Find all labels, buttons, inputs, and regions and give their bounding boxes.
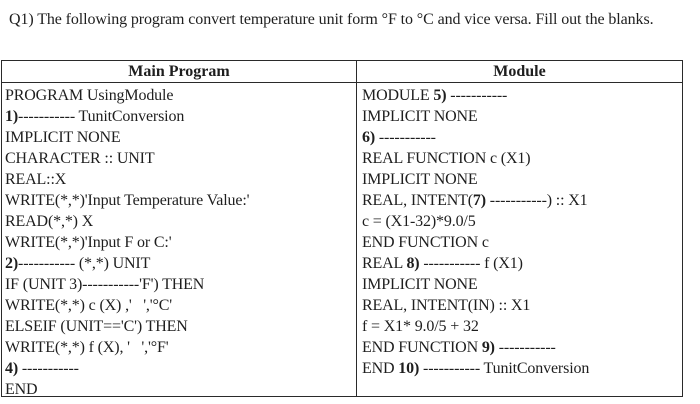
code-line: c = (X1-32)*9.0/5	[362, 213, 476, 230]
code-table	[1, 60, 683, 397]
code-line: WRITE(*,*)'Input Temperature Value:'	[5, 192, 250, 209]
code-line: 1)----------- TunitConversion	[5, 108, 185, 125]
code-line: REAL FUNCTION c (X1)	[362, 150, 531, 167]
main-program-lines	[2, 83, 356, 400]
code-line: IMPLICIT NONE	[5, 129, 121, 146]
main-program-column	[2, 61, 357, 396]
code-line: PROGRAM UsingModule	[5, 87, 174, 104]
code-line: ELSEIF (UNIT=='C') THEN	[5, 318, 188, 335]
code-line: 6) -----------	[362, 129, 436, 146]
code-line: IF (UNIT 3)-----------'F') THEN	[5, 276, 205, 293]
code-line: END FUNCTION 9) -----------	[362, 339, 556, 356]
module-column	[357, 61, 682, 396]
code-line: READ(*,*) X	[5, 213, 94, 230]
code-line: CHARACTER :: UNIT	[5, 150, 155, 167]
code-line: IMPLICIT NONE	[362, 108, 478, 125]
code-line: MODULE 5) -----------	[362, 87, 508, 104]
module-header: Module	[357, 61, 682, 83]
code-line: END FUNCTION c	[362, 234, 489, 251]
code-line: 2)----------- (*,*) UNIT	[5, 255, 151, 272]
code-line: WRITE(*,*)'Input F or C:'	[5, 234, 172, 251]
question-text: Q1) The following program convert temperature unit form °F to °C and vice versa. Fill out the blanks.	[9, 11, 654, 28]
code-line: IMPLICIT NONE	[362, 171, 478, 188]
code-line: REAL, INTENT(7) -----------) :: X1	[362, 192, 588, 209]
code-line: WRITE(*,*) c (X) ,' ','°C'	[5, 297, 173, 314]
code-line: REAL 8) ----------- f (X1)	[362, 255, 523, 272]
code-line: END 10) ----------- TunitConversion	[362, 360, 590, 377]
main-program-header: Main Program	[2, 61, 356, 83]
code-line: WRITE(*,*) f (X), ' ','°F'	[5, 339, 169, 356]
code-line: IMPLICIT NONE	[362, 276, 478, 293]
code-line: REAL, INTENT(IN) :: X1	[362, 297, 531, 314]
code-line: f = X1* 9.0/5 + 32	[362, 318, 479, 335]
code-line: 4) -----------	[5, 360, 79, 377]
code-line: REAL::X	[5, 171, 67, 188]
code-line: END	[5, 381, 38, 398]
module-lines	[357, 83, 682, 379]
